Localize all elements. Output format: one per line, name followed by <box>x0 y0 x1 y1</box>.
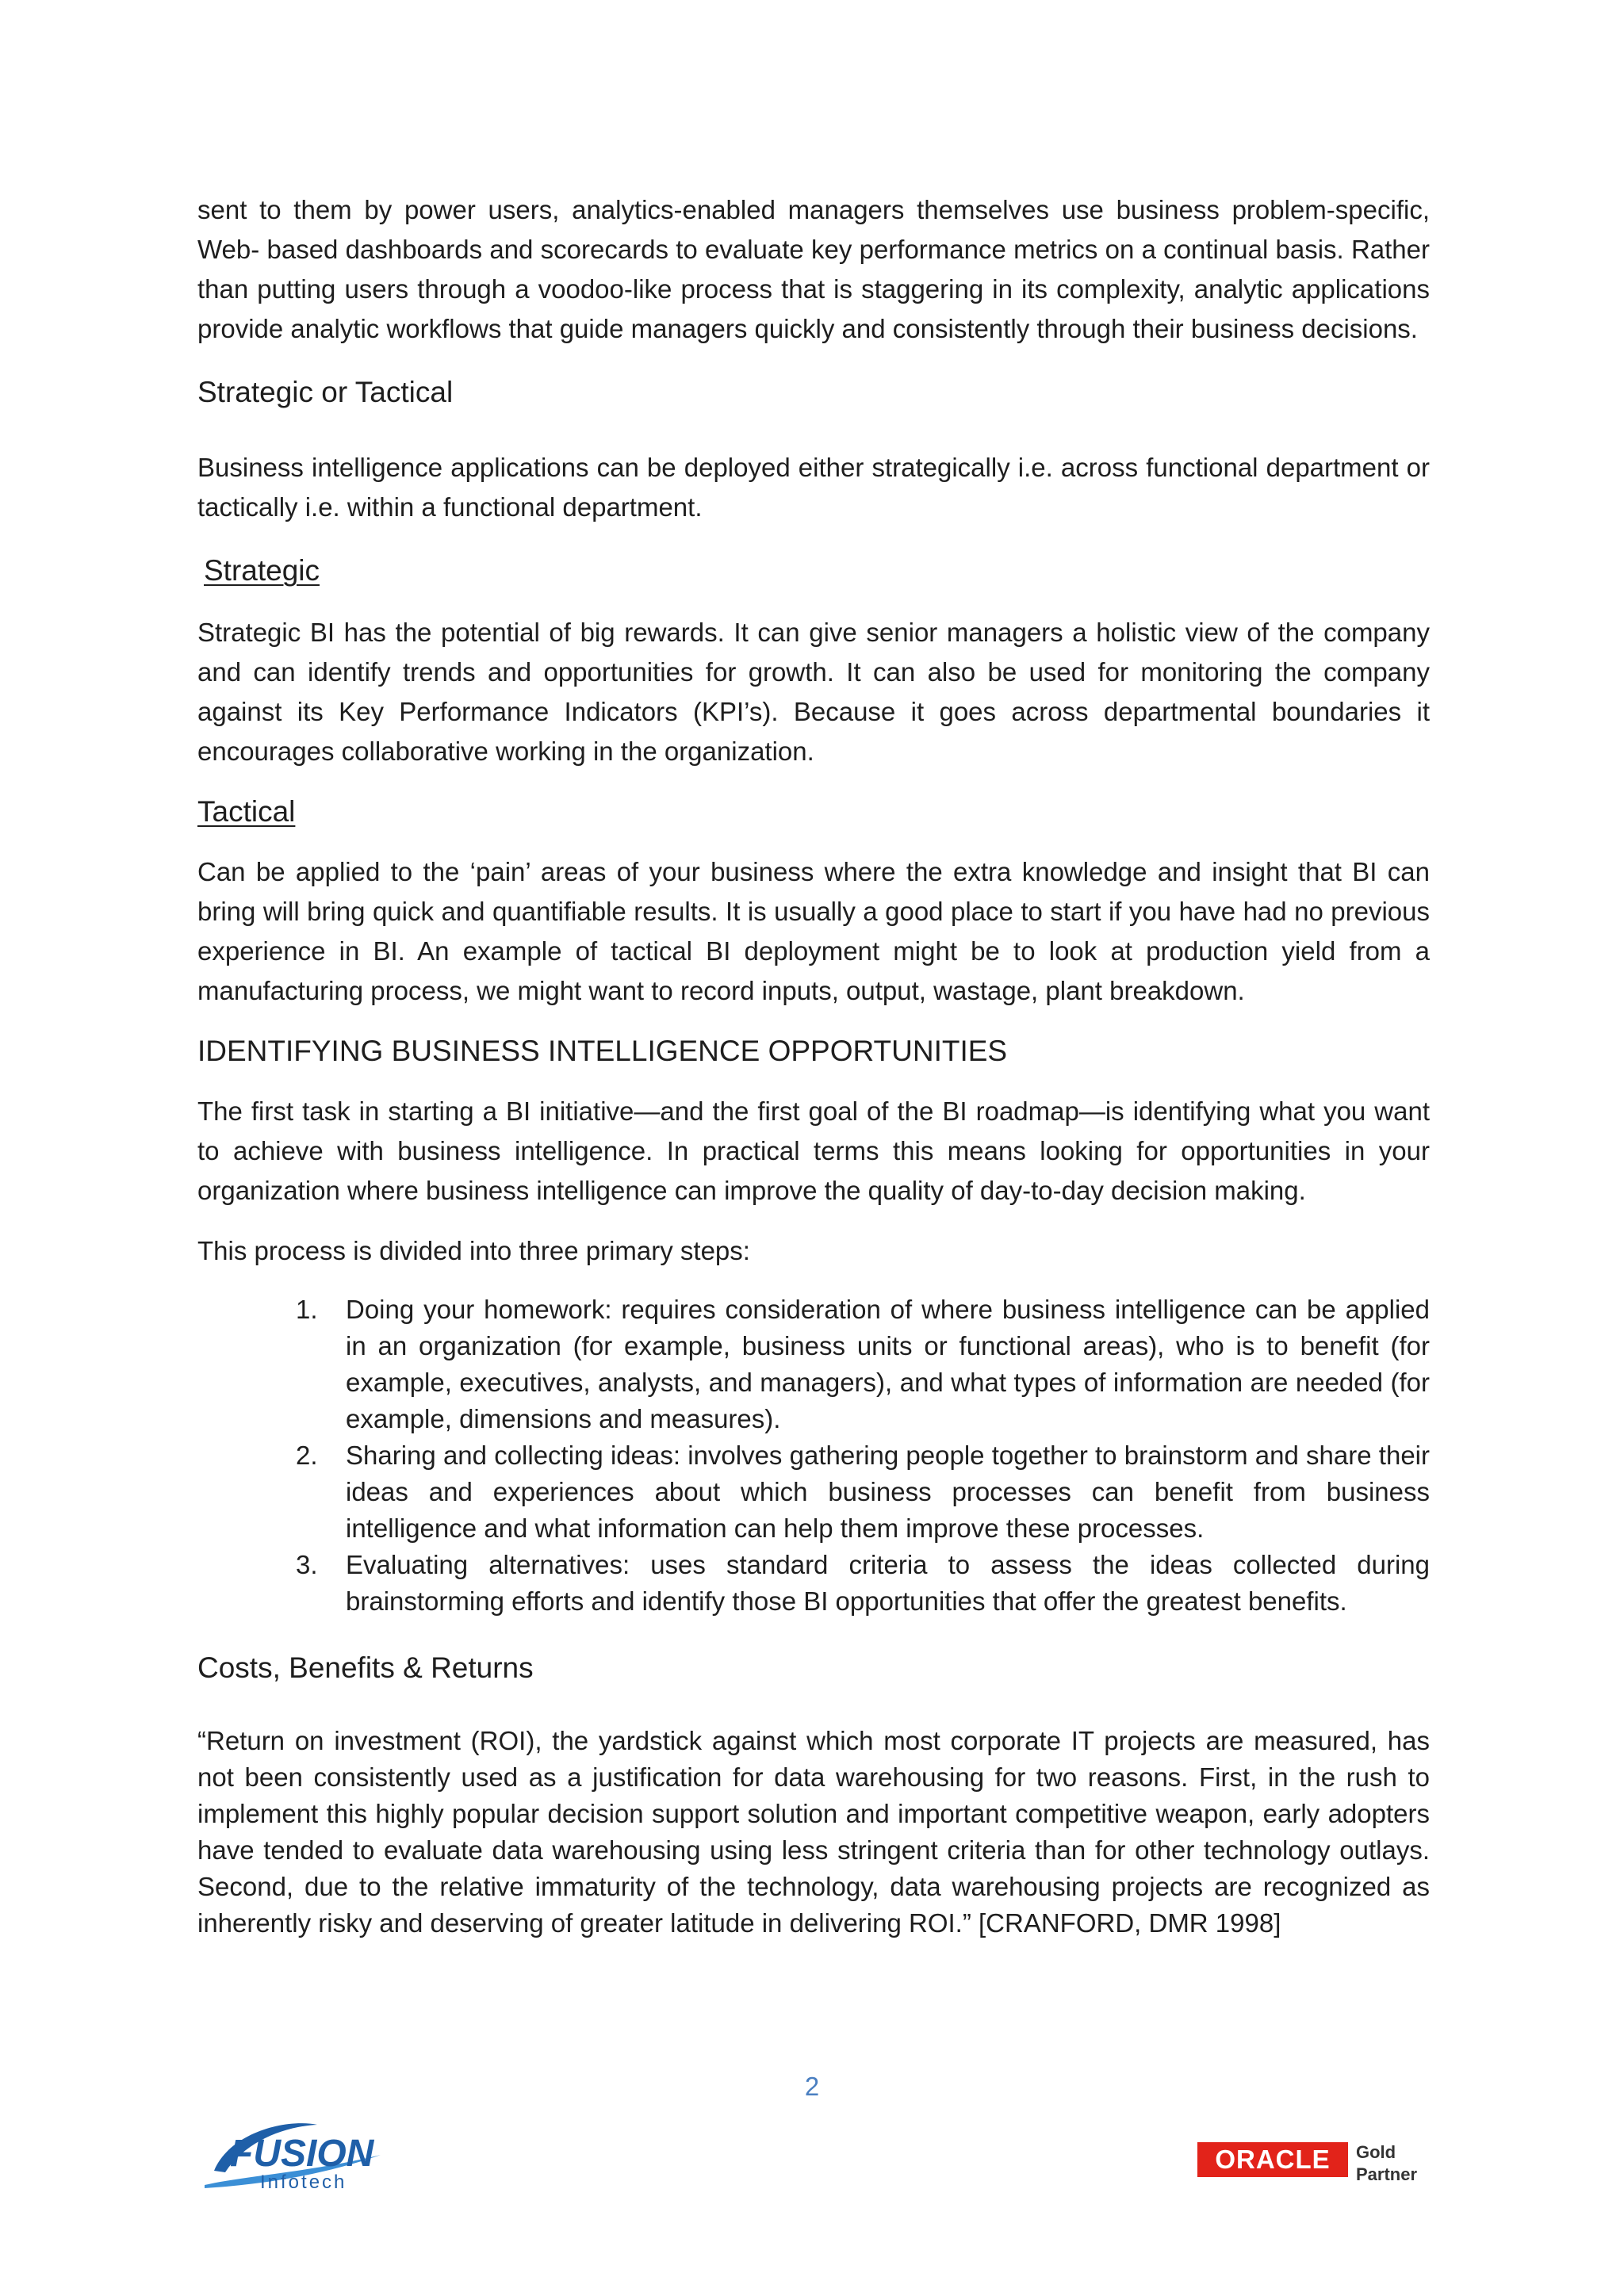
oracle-badge-line2: Partner <box>1356 2164 1418 2184</box>
identifying-paragraph-1: The first task in starting a BI initiative—and the first goal of the BI roadmap—is identifying what you want to achieve with business intelligence. In practical terms this means looking for opportunities in your organization where business intelligence can improve the quality of day-to-day decision making. <box>197 1096 1430 1205</box>
fusion-logo-subtext: Infotech <box>260 2172 347 2193</box>
step-text: Sharing and collecting ideas: involves gathering people together to brainstorm and share their ideas and experiences about which business processes can benefit from business intelligence and what information can help them improve these processes. <box>346 1441 1430 1543</box>
list-item <box>197 1292 1430 1437</box>
fusion-infotech-logo <box>198 2109 396 2196</box>
tactical-paragraph: Can be applied to the ‘pain’ areas of your business where the extra knowledge and insight that BI can bring will bring quick and quantifiable results. It is usually a good place to start if you have had no previous experience in BI. An example of tactical BI deployment might be to look at production yield from a manufacturing process, we might want to record inputs, output, wastage, plant breakdown. <box>197 857 1430 1005</box>
page-content <box>197 190 1430 1942</box>
strategic-paragraph: Strategic BI has the potential of big rewards. It can give senior managers a holistic view of the company and can identify trends and opportunities for growth. It can also be used for monitoring the company against its Key Performance Indicators (KPI’s). Because it goes across departmental boundaries it encourages collaborative working in the organization. <box>197 618 1430 766</box>
heading-tactical: Tactical <box>197 795 296 828</box>
steps-list <box>197 1292 1430 1620</box>
oracle-badge-line1: Gold <box>1356 2142 1396 2162</box>
step-text: Doing your homework: requires consideration of where business intelligence can be applied in an organization (for example, business units or functional areas), who is to benefit (for example, executives, analysts, and managers), and what types of information are needed (for example, dimensions and measures). <box>346 1295 1430 1433</box>
heading-costs: Costs, Benefits & Returns <box>197 1651 534 1684</box>
strategic-or-tactical-paragraph: Business intelligence applications can be deployed either strategically i.e. across functional department or tactically i.e. within a functional department. <box>197 453 1430 522</box>
oracle-gold-partner-logo <box>1197 2131 1419 2187</box>
page-number: 2 <box>804 2072 820 2101</box>
fusion-logo-text: FUSION <box>230 2133 374 2175</box>
heading-strategic: Strategic <box>204 554 320 587</box>
costs-paragraph: “Return on investment (ROI), the yardstick against which most corporate IT projects are measured, has not been consistently used as a justification for data warehousing for two reasons. First, in the rush to implement this highly popular decision support solution and important competitive weapon, early adopters have tended to evaluate data warehousing using less stringent criteria than for other technology outlays. Second, due to the relative immaturity of the technology, data warehousing projects are recognized as inherently risky and deserving of greater latitude in delivering ROI.” [CRANFORD, DMR 1998] <box>197 1726 1430 1938</box>
step-text: Evaluating alternatives: uses standard criteria to assess the ideas collected during brainstorming efforts and identify those BI opportunities that offer the greatest benefits. <box>346 1550 1430 1616</box>
list-item <box>197 1547 1430 1620</box>
heading-identifying: IDENTIFYING BUSINESS INTELLIGENCE OPPORTUNITIES <box>197 1035 1008 1067</box>
step-number: 1. <box>296 1295 318 1324</box>
identifying-paragraph-2: This process is divided into three primary steps: <box>197 1236 750 1265</box>
intro-paragraph: sent to them by power users, analytics-enabled managers themselves use business problem-specific, Web- based dashboards and scorecards to evaluate key performance metrics on a continual basis. Rather than putting users through a voodoo-like process that is staggering in its complexity, analytic applications provide analytic workflows that guide managers quickly and consistently through their business decisions. <box>197 195 1430 343</box>
step-number: 3. <box>296 1550 318 1579</box>
list-item <box>197 1437 1430 1547</box>
heading-strategic-or-tactical: Strategic or Tactical <box>197 376 454 408</box>
step-number: 2. <box>296 1441 318 1470</box>
oracle-logo-text: ORACLE <box>1215 2145 1331 2174</box>
